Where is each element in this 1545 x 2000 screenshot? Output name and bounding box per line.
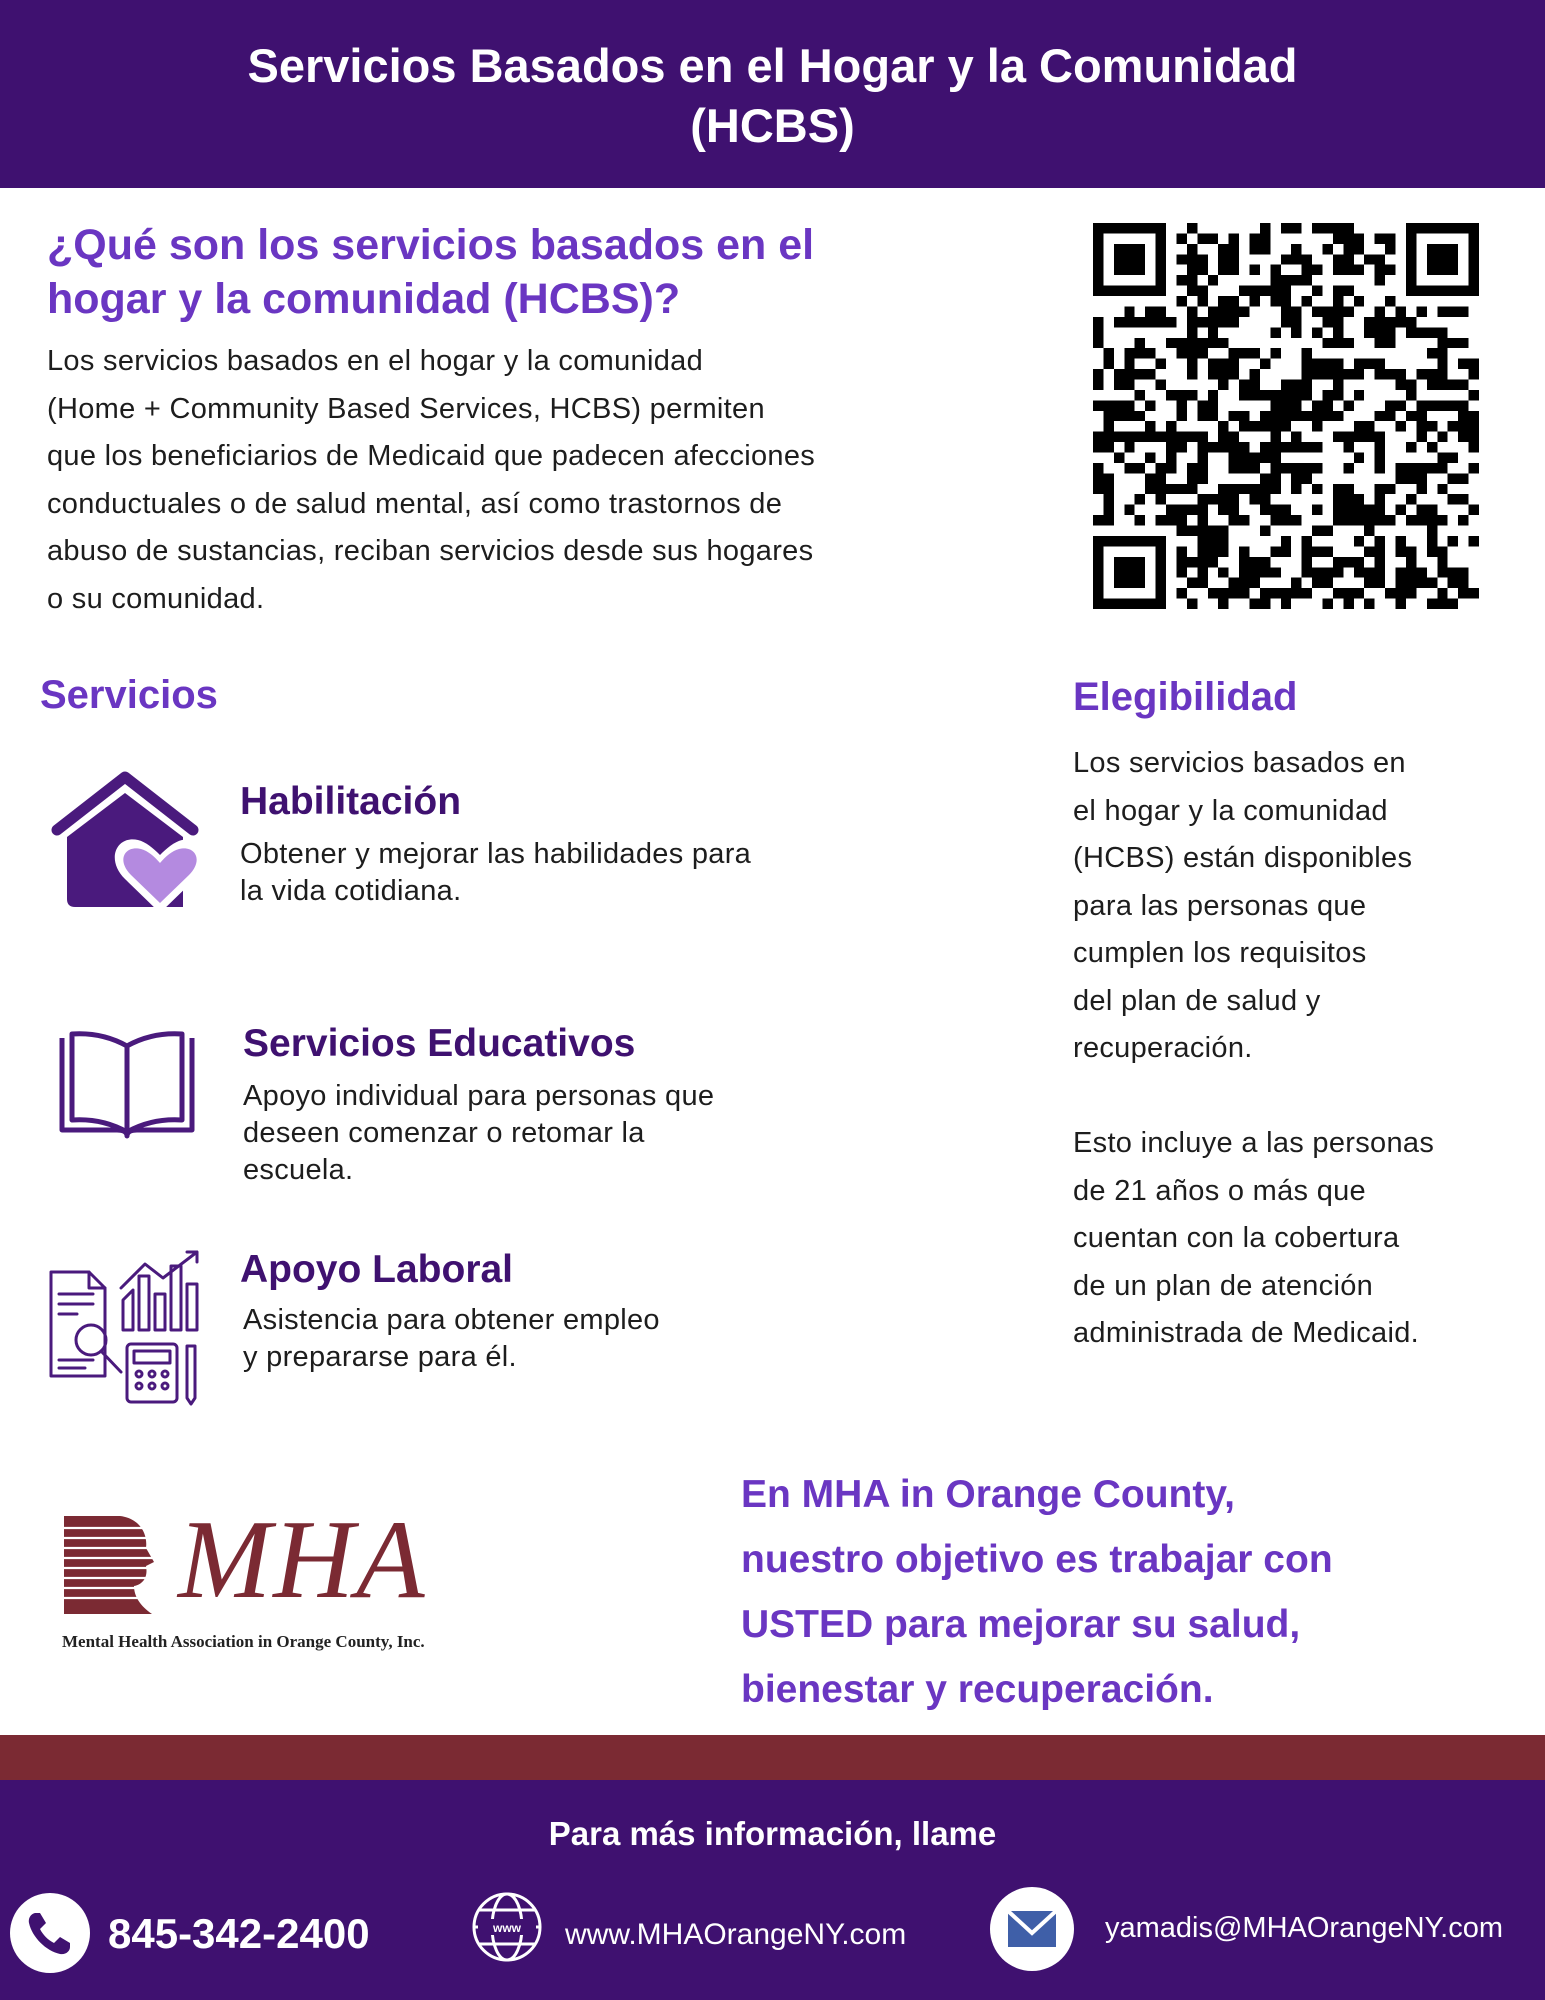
report-chart-icon	[45, 1248, 205, 1406]
slogan-line: USTED para mejorar su salud,	[741, 1603, 1301, 1646]
intro-line: abuso de sustancias, reciban servicios desde sus hogares	[47, 535, 814, 567]
eligibility-text	[1073, 740, 1503, 1358]
qr-code[interactable]	[1093, 223, 1479, 609]
eligibility-line: Esto incluye a las personas	[1073, 1127, 1435, 1159]
service-title-habilitacion: Habilitación	[240, 780, 462, 823]
open-book-icon	[52, 1030, 202, 1140]
service-desc-laboral	[243, 1302, 660, 1376]
eligibility-line: de 21 años o más que	[1073, 1174, 1366, 1207]
footer-accent-band	[0, 1735, 1545, 1780]
eligibility-line: Los servicios basados en	[1073, 747, 1406, 779]
slogan	[741, 1462, 1521, 1722]
footer-cta: Para más información, llame	[548, 1815, 997, 1852]
eligibility-line: del plan de salud y	[1073, 984, 1321, 1017]
page-title-line1: Servicios Basados en el Hogar y la Comunidad	[247, 39, 1298, 92]
mha-profile-emblem	[60, 1510, 180, 1620]
mail-icon[interactable]	[990, 1887, 1074, 1971]
intro-line: que los beneficiarios de Medicaid que padecen afecciones	[47, 440, 816, 472]
eligibility-line: cuentan con la cobertura	[1073, 1222, 1400, 1254]
eligibility-line: cumplen los requisitos	[1073, 937, 1367, 969]
slogan-line: bienestar y recuperación.	[741, 1668, 1214, 1711]
globe-icon[interactable]	[470, 1890, 544, 1964]
eligibility-line: (HCBS) están disponibles	[1073, 842, 1413, 874]
house-heart-icon	[45, 765, 205, 915]
service-title-educativos: Servicios Educativos	[243, 1022, 636, 1065]
footer	[0, 1780, 1545, 2000]
phone-icon[interactable]	[10, 1893, 90, 1973]
service-title-laboral: Apoyo Laboral	[240, 1248, 514, 1291]
intro-line: (Home + Community Based Services, HCBS) permiten	[47, 392, 765, 425]
slogan-line: En MHA in Orange County,	[741, 1473, 1235, 1516]
service-desc-educativos	[243, 1078, 714, 1189]
service-desc-line: deseen comenzar o retomar la	[243, 1117, 645, 1149]
intro-line: o su comunidad.	[47, 582, 265, 615]
intro-line: conductuales o de salud mental, así como trastornos de	[47, 487, 783, 520]
intro-heading-line2: hogar y la comunidad (HCBS)?	[47, 275, 681, 323]
mha-logo-subtitle: Mental Health Association in Orange County, Inc.	[62, 1632, 425, 1651]
mha-wordmark: MHA	[178, 1498, 427, 1622]
service-desc-habilitacion	[240, 836, 751, 910]
eligibility-line: administrada de Medicaid.	[1073, 1317, 1420, 1349]
service-desc-line: Asistencia para obtener empleo	[243, 1304, 660, 1336]
slogan-line: nuestro objetivo es trabajar con	[741, 1538, 1333, 1581]
service-desc-line: escuela.	[243, 1154, 354, 1186]
paragraph-spacer	[1073, 1073, 1503, 1121]
service-desc-line: Apoyo individual para personas que	[243, 1080, 715, 1112]
eligibility-line: el hogar y la comunidad	[1073, 794, 1388, 827]
eligibility-line: para las personas que	[1073, 889, 1367, 922]
page-title	[60, 36, 1485, 156]
page-title-line2: (HCBS)	[690, 99, 855, 152]
website-link[interactable]: www.MHAOrangeNY.com	[565, 1918, 907, 1951]
email-link[interactable]: yamadis@MHAOrangeNY.com	[1105, 1912, 1503, 1944]
eligibility-line: recuperación.	[1073, 1032, 1253, 1064]
phone-number[interactable]: 845-342-2400	[108, 1910, 370, 1957]
intro-heading	[47, 218, 947, 326]
intro-line: Los servicios basados en el hogar y la comunidad	[47, 345, 703, 377]
svg-text:www: www	[492, 1921, 522, 1935]
intro-heading-line1: ¿Qué son los servicios basados en el	[47, 221, 815, 269]
eligibility-line: de un plan de atención	[1073, 1269, 1374, 1302]
service-desc-line: Obtener y mejorar las habilidades para	[240, 838, 752, 870]
service-desc-line: la vida cotidiana.	[240, 875, 462, 907]
intro-paragraph	[47, 338, 1027, 623]
eligibility-heading: Elegibilidad	[1073, 675, 1298, 719]
services-heading: Servicios	[40, 673, 218, 717]
service-desc-line: y prepararse para él.	[243, 1341, 517, 1373]
